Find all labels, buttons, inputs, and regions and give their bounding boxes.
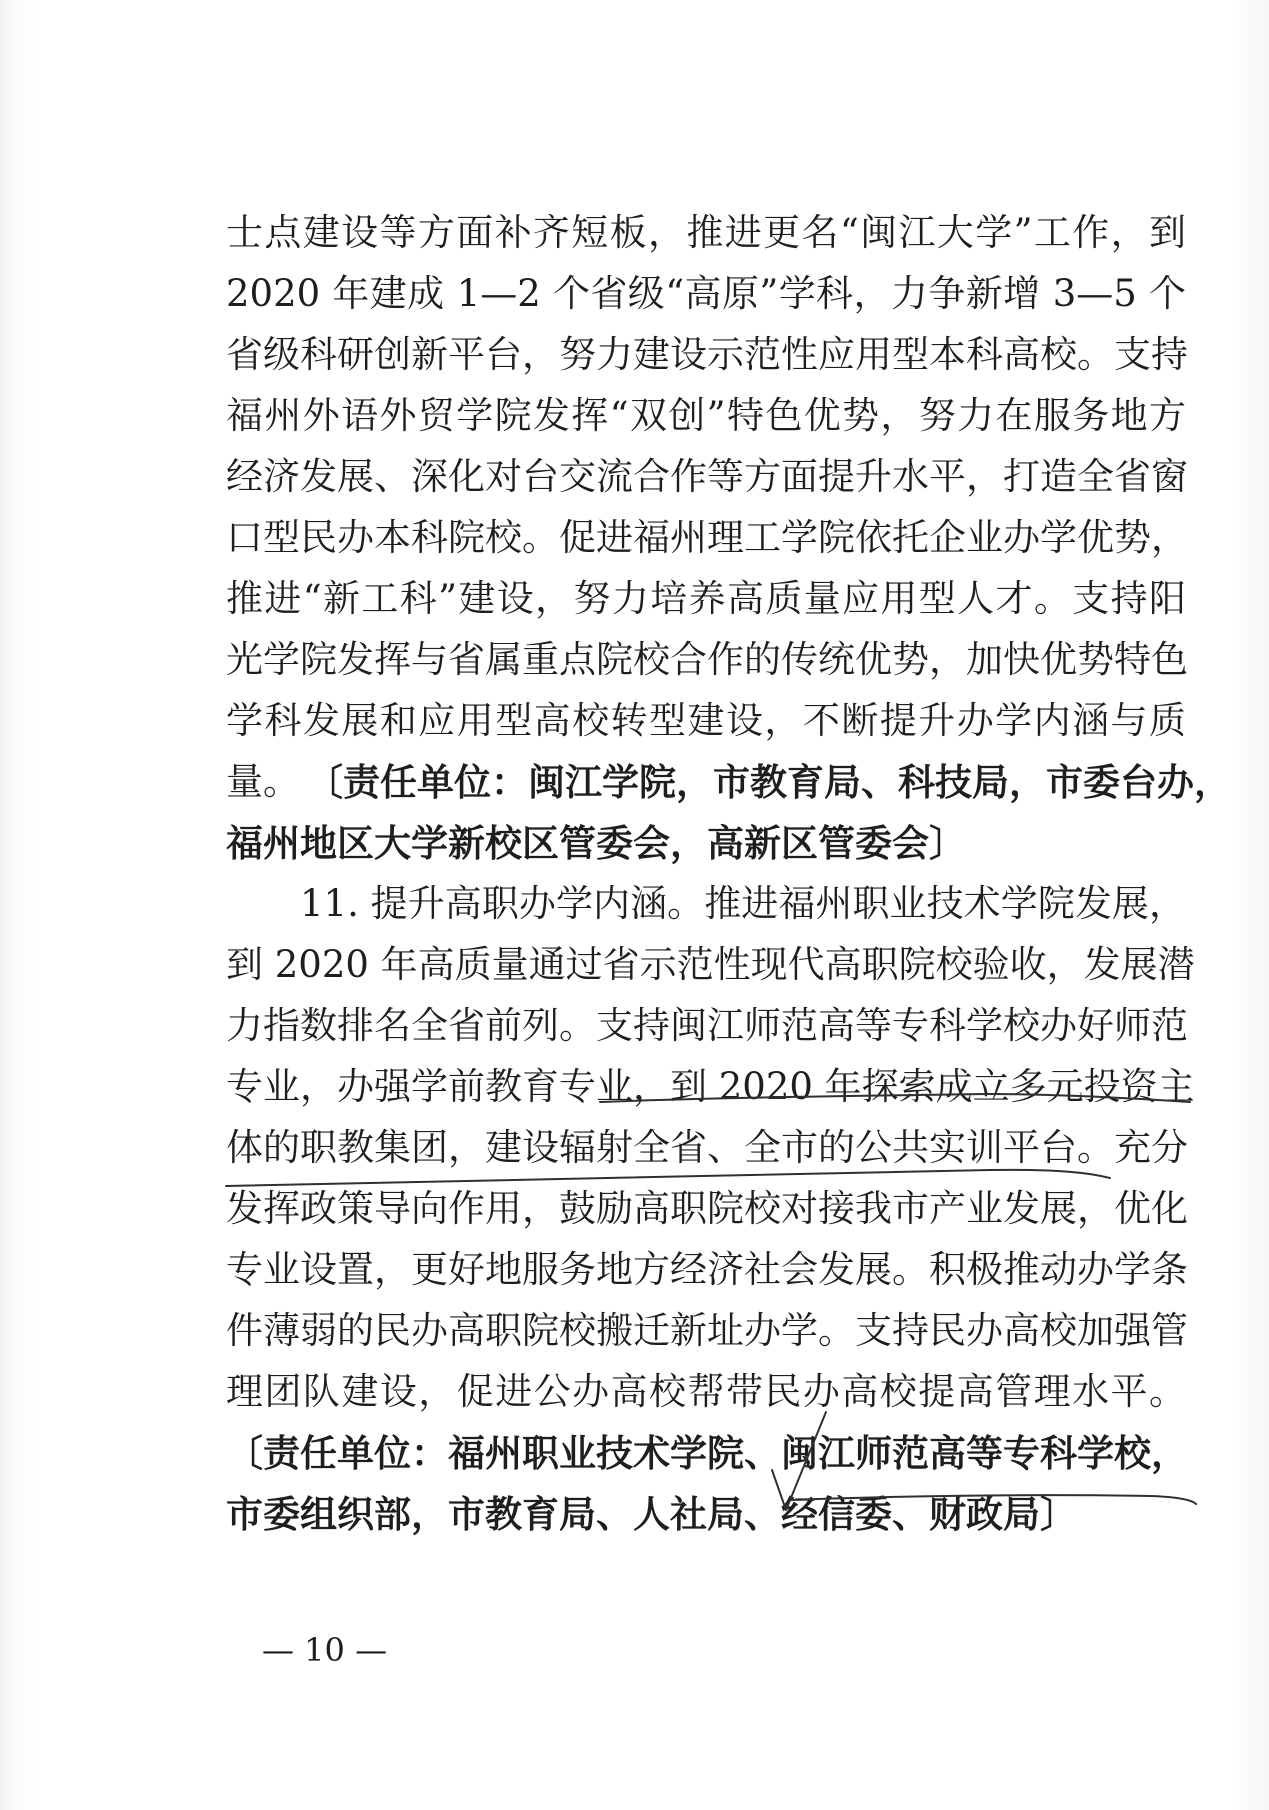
text-line: 省级科研创新平台，努力建设示范性应用型本科高校。支持 [226,333,1188,376]
text-line: 专业，办强学前教育专业，到 2020 年探索成立多元投资主 [226,1065,1195,1108]
text-line: 经济发展、深化对台交流合作等方面提升水平，打造全省窗 [226,455,1188,498]
text-line: 发挥政策导向作用，鼓励高职院校对接我市产业发展，优化 [226,1187,1188,1230]
text-line: 福州外语外贸学院发挥“双创”特色优势，努力在服务地方 [226,394,1186,437]
text-line: 学科发展和应用型高校转型建设，不断提升办学内涵与质 [226,699,1186,742]
text-line: 推进“新工科”建设，努力培养高质量应用型人才。支持阳 [226,577,1186,620]
text-line: 2020 年建成 1—2 个省级“高原”学科，力争新增 3—5 个 [226,272,1186,315]
text-line: 士点建设等方面补齐短板，推进更名“闽江大学”工作，到 [226,211,1186,254]
text-line: 体的职教集团，建设辐射全省、全市的公共实训平台。充分 [226,1126,1188,1169]
responsible-units-line: 〔责任单位：闽江学院，市教育局、科技局，市委台办， [306,760,1231,804]
text-line: 口型民办本科院校。促进福州理工学院依托企业办学优势， [226,516,1188,559]
text-line: 力指数排名全省前列。支持闽江师范高等专科学校办好师范 [226,1004,1188,1047]
section-heading-line: 11. 提升高职办学内涵。推进福州职业技术学院发展， [300,882,1186,925]
page-number: — 10 — [262,1631,388,1669]
responsible-units-line: 福州地区大学新校区管委会，高新区管委会〕 [226,821,966,865]
text-line: 量。 [226,760,300,803]
text-line: 件薄弱的民办高职院校搬迁新址办学。支持民办高校加强管 [226,1309,1188,1352]
responsible-units-line: 〔责任单位：福州职业技术学院、闽江师范高等专科学校， [226,1431,1188,1475]
text-line: 到 2020 年高质量通过省示范性现代高职院校验收，发展潜 [226,943,1195,986]
text-line: 理团队建设，促进公办高校帮带民办高校提高管理水平。 [226,1370,1186,1413]
text-line: 光学院发挥与省属重点院校合作的传统优势，加快优势特色 [226,638,1188,681]
text-line: 专业设置，更好地服务地方经济社会发展。积极推动办学条 [226,1248,1188,1291]
responsible-units-line: 市委组织部，市教育局、人社局、经信委、财政局〕 [226,1492,1077,1536]
